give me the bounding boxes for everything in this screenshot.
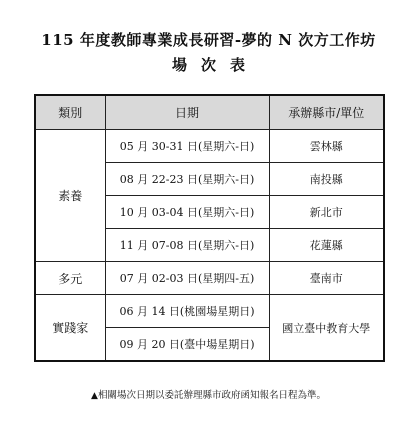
date-cell: 07 月 02-03 日(星期四-五) xyxy=(105,262,269,295)
host-cell: 新北市 xyxy=(269,196,384,229)
host-cell: 南投縣 xyxy=(269,163,384,196)
host-cell: 雲林縣 xyxy=(269,130,384,163)
category-cell: 多元 xyxy=(35,262,105,295)
date-cell: 11 月 07-08 日(星期六-日) xyxy=(105,229,269,262)
table-row xyxy=(35,130,384,163)
column-header-date: 日期 xyxy=(105,95,269,130)
column-header-category: 類別 xyxy=(35,95,105,130)
host-cell: 花蓮縣 xyxy=(269,229,384,262)
table-row xyxy=(35,295,384,328)
date-cell: 10 月 03-04 日(星期六-日) xyxy=(105,196,269,229)
date-cell: 05 月 30-31 日(星期六-日) xyxy=(105,130,269,163)
host-cell: 國立臺中教育大學 xyxy=(269,295,384,362)
table-row xyxy=(35,262,384,295)
category-cell: 實踐家 xyxy=(35,295,105,362)
footer-note-text: 相關場次日期以委託辦理縣市政府函知報名日程為準。 xyxy=(97,390,326,401)
date-cell: 06 月 14 日(桃園場星期日) xyxy=(105,295,269,328)
date-cell: 09 月 20 日(臺中場星期日) xyxy=(105,328,269,362)
page-subtitle: 場次表 xyxy=(171,56,259,74)
column-header-host: 承辦縣市/單位 xyxy=(269,95,384,130)
footer-note xyxy=(0,389,417,403)
triangle-up-icon: ▲ xyxy=(91,391,98,401)
category-cell: 素養 xyxy=(35,130,105,262)
host-cell: 臺南市 xyxy=(269,262,384,295)
table-header-row xyxy=(35,95,384,130)
schedule-table xyxy=(34,94,385,362)
date-cell: 08 月 22-23 日(星期六-日) xyxy=(105,163,269,196)
page-title: 115 年度教師專業成長研習-夢的 N 次方工作坊 xyxy=(41,31,376,49)
